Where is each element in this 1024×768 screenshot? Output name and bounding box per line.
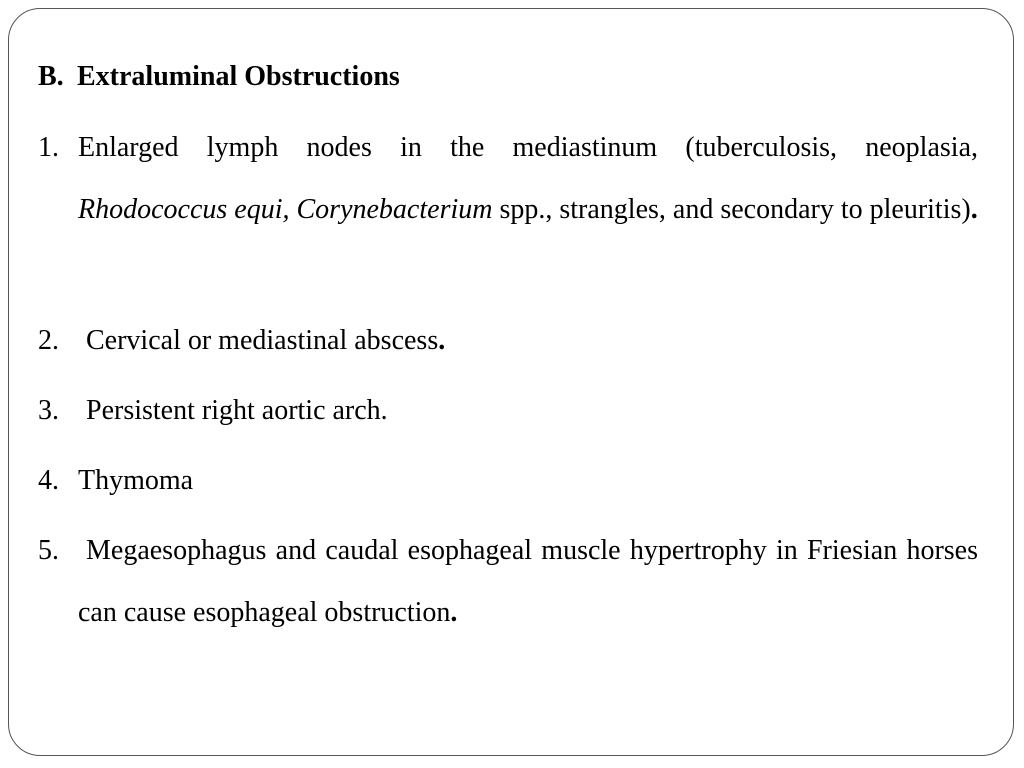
section-heading [38,58,400,96]
list-item-text [78,117,978,241]
list-item-5 [38,520,978,644]
list-item-number: 2. [38,325,59,356]
list-item-4 [38,450,978,512]
item-period: . [970,194,978,225]
list-item-text [78,310,978,372]
item-text-before: Enlarged lymph nodes in the mediastinum (tuberculosis, neoplasia, [78,132,978,163]
list-item-text [78,520,978,644]
item-text: Megaesophagus and caudal esophageal muscle hypertrophy in Friesian horses can cause esophageal obstruction [78,535,978,628]
list-item-number: 5. [38,535,59,566]
list-item-number: 1. [38,132,59,163]
list-item-2 [38,310,978,372]
heading-marker: B. [38,61,64,92]
list-item-number: 4. [38,465,59,496]
list-item-text: Thymoma [78,465,194,496]
list-item-1 [38,117,978,241]
list-item-text: Persistent right aortic arch. [86,395,388,426]
organism-corynebacterium: Corynebacterium [296,194,493,225]
heading-title: Extraluminal Obstructions [77,61,400,92]
item-text-after: spp., strangles, and secondary to pleuritis) [492,194,971,225]
item-period: . [450,597,458,628]
list-item-3 [38,380,978,442]
item-text: Cervical or mediastinal abscess [86,325,439,356]
organism-rhodococcus: Rhodococcus equi, [78,194,290,225]
list-item-number: 3. [38,395,59,426]
item-period: . [438,325,446,356]
